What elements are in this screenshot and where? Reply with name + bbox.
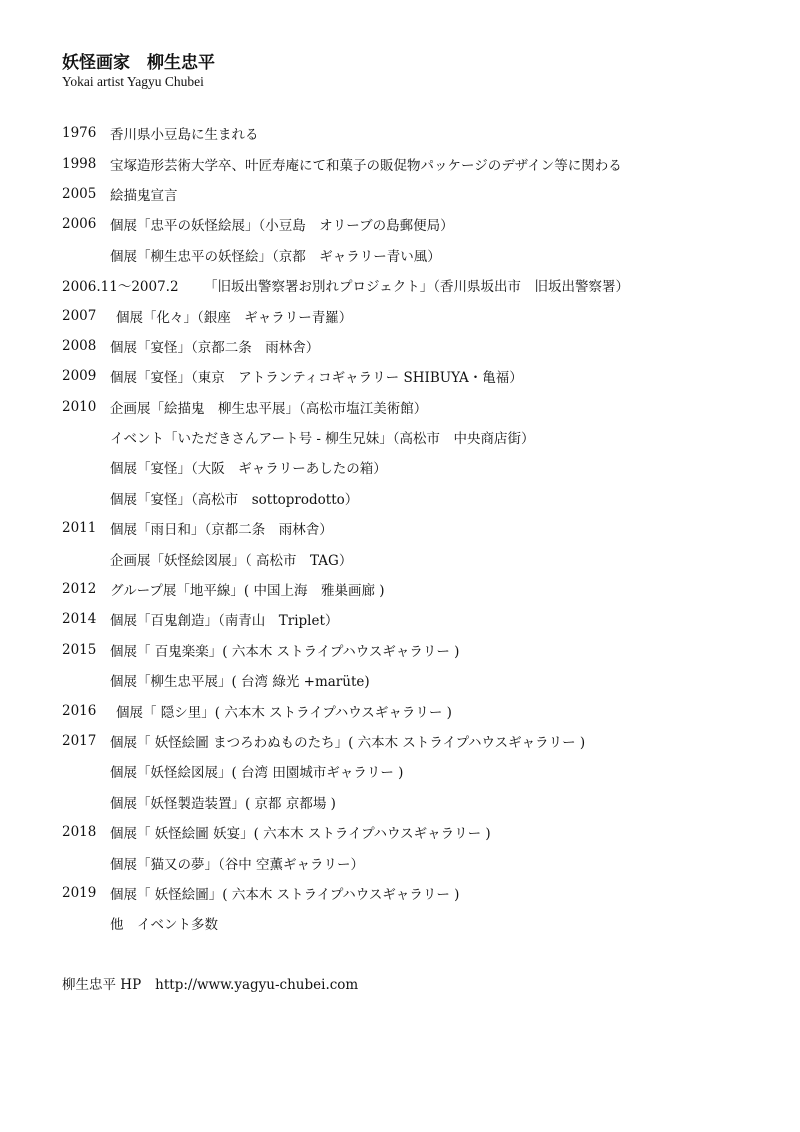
- history-text: 個展「雨日和」（京都二条 雨林舎）: [110, 522, 333, 539]
- history-row: [62, 908, 782, 938]
- history-text: 個展「 妖怪絵圖 妖宴」( 六本木 ストライプハウスギャラリー ): [110, 826, 491, 843]
- history-text: 「旧坂出警察署お別れプロジェクト」（香川県坂出市 旧坂出警察署）: [204, 279, 629, 296]
- history-row: [62, 361, 782, 391]
- history-row: [62, 483, 782, 513]
- history-year: 2014: [62, 611, 97, 628]
- history-year: 1998: [62, 155, 97, 172]
- history-row: [62, 695, 782, 725]
- history-text: 個展「 隠シ里」( 六本木 ストライプハウスギャラリー ): [116, 704, 452, 721]
- history-text: 個展「化々」（銀座 ギャラリー青羅）: [116, 309, 353, 326]
- history-text: 個展「宴怪」（大阪 ギャラリーあしたの箱）: [110, 461, 387, 478]
- history-row: [62, 604, 782, 634]
- history-row: [62, 756, 782, 786]
- history-row: [62, 817, 782, 847]
- history-text: 個展「柳生忠平展」( 台湾 綠光 +marüte): [110, 674, 370, 691]
- history-text: 個展「妖怪製造装置」( 京都 京都場 ): [110, 795, 336, 812]
- history-row: [62, 452, 782, 482]
- history-row: [62, 422, 782, 452]
- history-text: 絵描鬼宣言: [110, 187, 178, 204]
- history-year: 2009: [62, 368, 97, 385]
- history-year: 2015: [62, 641, 97, 658]
- history-row: [62, 270, 782, 300]
- history-year: 2005: [62, 185, 97, 202]
- history-row: [62, 543, 782, 573]
- history-text: 個展「 百鬼楽楽」( 六本木 ストライプハウスギャラリー ): [110, 643, 460, 660]
- history-text: 個展「柳生忠平の妖怪絵」（京都 ギャラリー青い風）: [110, 248, 441, 265]
- history-row: [62, 665, 782, 695]
- history-text: 香川県小豆島に生まれる: [110, 127, 259, 144]
- history-text: イベント「いただきさんアート号 - 柳生兄妹」（高松市 中央商店街）: [110, 431, 535, 448]
- history-list: [62, 118, 782, 939]
- history-year: 2010: [62, 398, 97, 415]
- history-row: [62, 209, 782, 239]
- history-text: 他 イベント多数: [110, 917, 218, 934]
- history-year: 2007: [62, 307, 97, 324]
- history-text: 企画展「絵描鬼 柳生忠平展」（高松市塩江美術館）: [110, 400, 428, 417]
- history-year: 2016: [62, 702, 97, 719]
- homepage-label: 柳生忠平 HP: [62, 977, 142, 993]
- history-row: [62, 300, 782, 330]
- history-year: 2006: [62, 216, 97, 233]
- history-row: [62, 148, 782, 178]
- history-year: 1976: [62, 125, 97, 142]
- history-text: 個展「宴怪」（東京 アトランティコギャラリー SHIBUYA・亀福）: [110, 370, 523, 387]
- history-text: 個展「宴怪」（京都二条 雨林舎）: [110, 339, 320, 356]
- history-row: [62, 635, 782, 665]
- history-text: グループ展「地平線」( 中国上海 雅巣画廊 ): [110, 583, 385, 600]
- footer: [62, 973, 358, 993]
- history-year: 2008: [62, 337, 97, 354]
- history-text: 個展「忠平の妖怪絵展」（小豆島 オリーブの島郵便局）: [110, 218, 454, 235]
- homepage-url[interactable]: http://www.yagyu-chubei.com: [155, 977, 359, 993]
- page-subtitle: Yokai artist Yagyu Chubei: [62, 74, 204, 89]
- history-text: 個展「百鬼創造」（南青山 Triplet）: [110, 613, 339, 630]
- history-text: 宝塚造形芸術大学卒、叶匠寿庵にて和菓子の販促物パッケージのデザイン等に関わる: [110, 157, 622, 174]
- history-row: [62, 847, 782, 877]
- history-row: [62, 179, 782, 209]
- history-text: 個展「 妖怪絵圖」( 六本木 ストライプハウスギャラリー ): [110, 886, 460, 903]
- history-row: [62, 726, 782, 756]
- history-row: [62, 574, 782, 604]
- history-row: [62, 240, 782, 270]
- page-title: 妖怪画家 柳生忠平: [62, 53, 215, 73]
- history-row: [62, 118, 782, 148]
- history-year: 2017: [62, 733, 97, 749]
- history-row: [62, 392, 782, 422]
- history-text: 個展「宴怪」（高松市 sottoprodotto）: [110, 491, 359, 508]
- history-year: 2018: [62, 824, 97, 841]
- history-year: 2011: [62, 520, 97, 537]
- history-text: 個展「猫又の夢」（谷中 空薫ギャラリー）: [110, 856, 365, 873]
- history-year: 2006.11～2007.2: [62, 279, 179, 296]
- history-year: 2012: [62, 581, 97, 598]
- history-row: [62, 878, 782, 908]
- history-row: [62, 513, 782, 543]
- history-year: 2019: [62, 884, 97, 901]
- history-row: [62, 787, 782, 817]
- history-row: [62, 331, 782, 361]
- history-text: 個展「妖怪絵図展」( 台湾 田園城市ギャラリー ): [110, 765, 404, 782]
- history-text: 企画展「妖怪絵図展」（ 高松市 TAG）: [110, 552, 353, 569]
- history-text: 個展「 妖怪絵圖 まつろわぬものたち」( 六本木 ストライプハウスギャラリー ): [110, 735, 586, 751]
